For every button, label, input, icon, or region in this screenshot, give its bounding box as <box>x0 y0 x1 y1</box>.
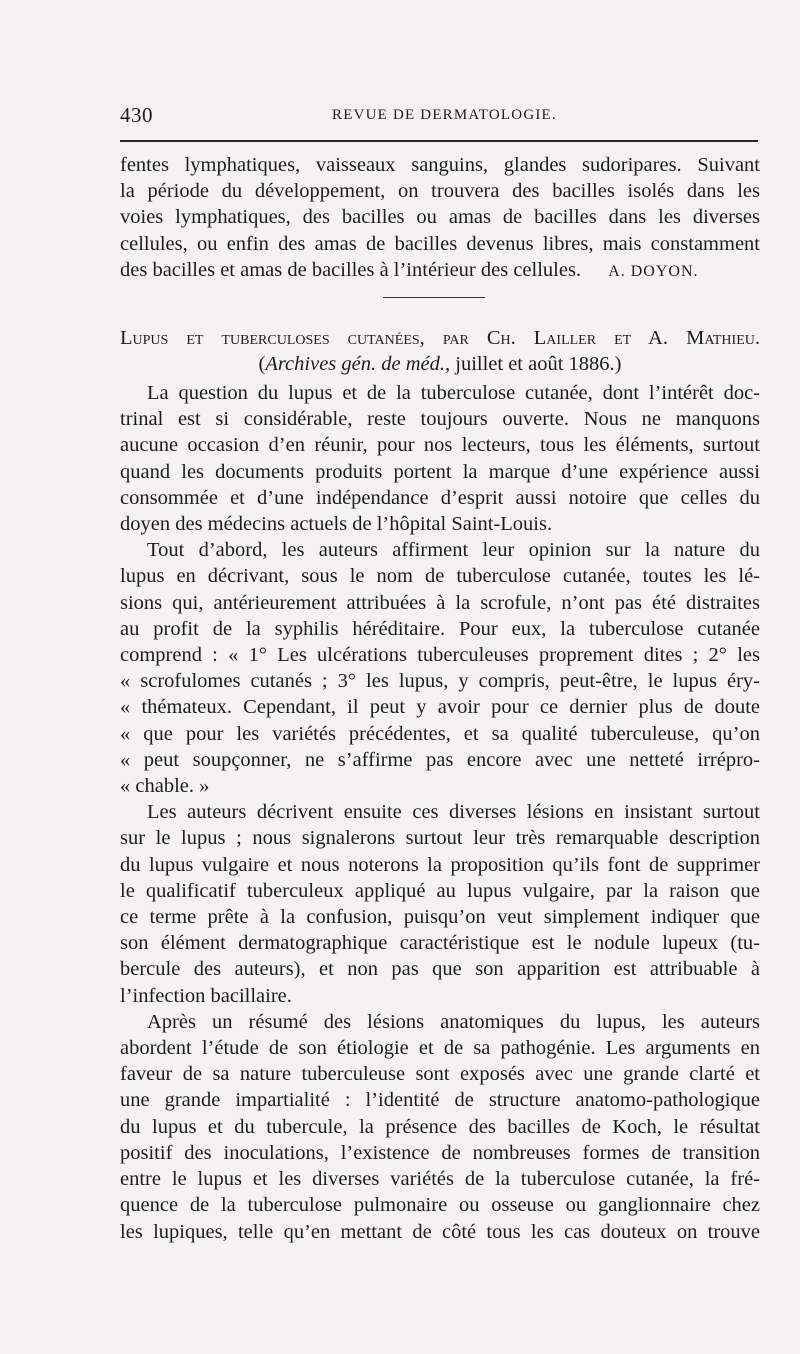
section-separator <box>383 297 485 298</box>
text-line: positif des inoculations, l’existence de nombreuses formes de transition <box>120 1141 760 1164</box>
text-line: fentes lymphatiques, vaisseaux sanguins, glandes sudoripares. Suivant <box>120 154 760 176</box>
text-line: « thémateux. Cependant, il peut y avoir pour ce dernier plus de doute <box>120 696 760 719</box>
article-citation <box>120 351 760 377</box>
paragraph-4 <box>120 1009 760 1245</box>
text-line: du lupus vulgaire et nous noterons la proposition qu’ils font de supprimer <box>120 853 760 876</box>
text-line: ce terme prête à la confusion, puisqu’on veut simplement indiquer que <box>120 906 760 929</box>
article-heading <box>120 325 760 377</box>
text-line: quand les documents produits portent la marque d’une expérience aussi <box>120 460 760 483</box>
page-number: 430 <box>120 103 153 127</box>
text-line: comprend : « 1° Les ulcérations tuberculeuses proprement dites ; 2° les <box>120 644 760 667</box>
text-line: aucune occasion d’en réunir, pour nos lecteurs, tous les éléments, surtout <box>120 434 760 457</box>
text-line: quence de la tuberculose pulmonaire ou osseuse ou ganglionnaire chez <box>120 1194 760 1217</box>
text-line: « peut soupçonner, ne s’affirme pas encore avec une netteté irrépro- <box>120 748 760 771</box>
paragraph-2 <box>120 537 760 799</box>
citation-journal: Archives gén. de méd. <box>265 353 445 375</box>
text-line: La question du lupus et de la tuberculose cutanée, dont l’intérêt doc- <box>147 382 760 404</box>
paragraph-3 <box>120 799 760 1009</box>
text-line: son élément dermatographique caractéristique est le nodule lupeux (tu- <box>120 932 760 955</box>
text-line: faveur de sa nature tuberculeuse sont exposés avec une grande clarté et <box>120 1063 760 1086</box>
text-line: abordent l’étude de son étiologie et de sa pathogénie. Les arguments en <box>120 1037 760 1060</box>
text-line: sions qui, antérieurement attribuées à la scrofule, n’ont pas été distraites <box>120 591 760 614</box>
preceding-text <box>120 152 760 285</box>
text-line: les lupiques, telle qu’en mettant de côté tous les cas douteux on trouve <box>120 1220 760 1243</box>
text-line: du lupus et du tubercule, la présence des bacilles de Koch, le résultat <box>120 1115 760 1138</box>
text-line: « scrofulomes cutanés ; 3° les lupus, y compris, peut-être, le lupus éry- <box>120 670 760 693</box>
text-line: « que pour les variétés précédentes, et sa qualité tuberculeuse, qu’on <box>120 722 760 745</box>
citation-open: ( <box>258 353 266 375</box>
article-body <box>120 380 760 1245</box>
text-line: Tout d’abord, les auteurs affirment leur opinion sur la nature du <box>147 539 760 562</box>
header-rule <box>120 140 758 142</box>
citation-rest: , juillet et août 1886.) <box>445 353 622 375</box>
text-line: trinal est si considérable, reste toujours ouverte. Nous ne manquons <box>120 408 760 431</box>
text-line: Les auteurs décrivent ensuite ces diverses lésions en insistant surtout <box>147 801 760 824</box>
text-line: la période du développement, on trouvera des bacilles isolés dans les <box>120 180 760 203</box>
text-line: cellules, ou enfin des amas de bacilles devenus libres, mais constamment <box>120 232 760 255</box>
article-title: Lupus et tuberculoses cutanées, par Ch. Lailler et A. Mathieu. <box>120 327 760 349</box>
text-line: « chable. » <box>120 775 210 798</box>
text-line: voies lymphatiques, des bacilles ou amas de bacilles dans les diverses <box>120 206 760 229</box>
text-line: l’infection bacillaire. <box>120 984 292 1007</box>
text-line: au profit de la syphilis héréditaire. Pour eux, la tuberculose cutanée <box>120 617 760 640</box>
text-line: sur le lupus ; nous signalerons surtout leur très remarquable description <box>120 827 760 850</box>
text-line: des bacilles et amas de bacilles à l’intérieur des cellules. <box>120 258 582 281</box>
text-line: entre le lupus et les diverses variétés de la tuberculose cutanée, la fré- <box>120 1168 760 1191</box>
text-line: consommée et d’une indépendance d’esprit aussi notoire que celles du <box>120 486 760 509</box>
page-header <box>120 103 760 129</box>
text-line: doyen des médecins actuels de l’hôpital Saint-Louis. <box>120 513 553 536</box>
running-title: REVUE DE DERMATOLOGIE. <box>332 107 557 123</box>
author-signature: A. DOYON. <box>608 262 699 280</box>
text-line: bercule des auteurs), et non pas que son apparition est attribuable à <box>120 958 760 981</box>
text-line: Après un résumé des lésions anatomiques du lupus, les auteurs <box>147 1010 760 1033</box>
text-line: une grande impartialité : l’identité de structure anatomo-pathologique <box>120 1089 760 1112</box>
text-line-last <box>120 257 760 285</box>
paragraph-1 <box>120 380 760 537</box>
text-line: le qualificatif tuberculeux appliqué au lupus vulgaire, par la raison que <box>120 879 760 902</box>
text-line: lupus en décrivant, sous le nom de tuberculose cutanée, toutes les lé- <box>120 565 760 588</box>
